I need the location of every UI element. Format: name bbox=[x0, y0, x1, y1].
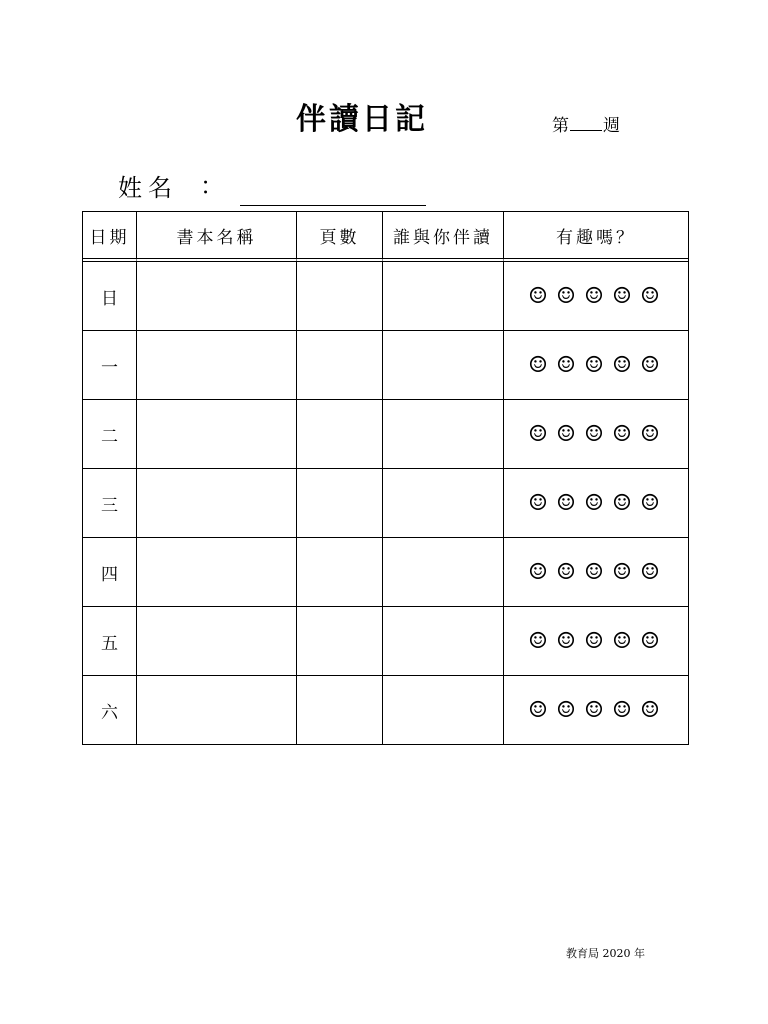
day-cell: 一 bbox=[83, 331, 137, 400]
pages-cell[interactable] bbox=[297, 262, 383, 331]
smiley-face-icon[interactable]: ☺ bbox=[556, 559, 580, 585]
smiley-face-icon[interactable]: ☺ bbox=[640, 559, 664, 585]
week-prefix: 第 bbox=[552, 116, 569, 136]
fun-rating-cell bbox=[504, 538, 688, 607]
smiley-face-icon[interactable]: ☺ bbox=[584, 559, 608, 585]
smiley-face-icon[interactable]: ☺ bbox=[612, 421, 636, 447]
day-cell: 二 bbox=[83, 400, 137, 469]
fun-rating-cell bbox=[504, 262, 688, 331]
table-row bbox=[83, 538, 688, 607]
smiley-face-icon[interactable]: ☺ bbox=[640, 490, 664, 516]
smiley-face-icon[interactable]: ☺ bbox=[612, 490, 636, 516]
table-row bbox=[83, 676, 688, 744]
reading-partner-cell[interactable] bbox=[383, 538, 504, 607]
fun-rating-cell bbox=[504, 400, 688, 469]
smiley-face-icon[interactable]: ☺ bbox=[612, 283, 636, 309]
fun-rating-cell bbox=[504, 676, 688, 744]
pages-cell[interactable] bbox=[297, 676, 383, 744]
reading-partner-cell[interactable] bbox=[383, 469, 504, 538]
smiley-face-icon[interactable]: ☺ bbox=[528, 628, 552, 654]
smiley-face-icon[interactable]: ☺ bbox=[528, 559, 552, 585]
day-cell: 六 bbox=[83, 676, 137, 744]
smiley-face-icon[interactable]: ☺ bbox=[556, 352, 580, 378]
table-row bbox=[83, 331, 688, 400]
header-date: 日期 bbox=[83, 212, 137, 262]
reading-partner-cell[interactable] bbox=[383, 400, 504, 469]
day-cell: 五 bbox=[83, 607, 137, 676]
table-row bbox=[83, 400, 688, 469]
header-pages: 頁數 bbox=[297, 212, 383, 262]
book-name-cell[interactable] bbox=[137, 262, 297, 331]
smiley-face-icon[interactable]: ☺ bbox=[528, 421, 552, 447]
reading-log-table bbox=[82, 211, 689, 745]
pages-cell[interactable] bbox=[297, 469, 383, 538]
smiley-face-icon[interactable]: ☺ bbox=[640, 352, 664, 378]
book-name-cell[interactable] bbox=[137, 676, 297, 744]
smiley-face-icon[interactable]: ☺ bbox=[612, 697, 636, 723]
reading-partner-cell[interactable] bbox=[383, 331, 504, 400]
week-suffix: 週 bbox=[603, 116, 620, 136]
smiley-face-icon[interactable]: ☺ bbox=[556, 628, 580, 654]
pages-cell[interactable] bbox=[297, 538, 383, 607]
smiley-face-icon[interactable]: ☺ bbox=[640, 628, 664, 654]
smiley-face-icon[interactable]: ☺ bbox=[528, 490, 552, 516]
reading-partner-cell[interactable] bbox=[383, 262, 504, 331]
smiley-face-icon[interactable]: ☺ bbox=[528, 697, 552, 723]
name-label: 姓名 bbox=[118, 174, 178, 202]
table-row bbox=[83, 469, 688, 538]
smiley-face-icon[interactable]: ☺ bbox=[556, 490, 580, 516]
smiley-face-icon[interactable]: ☺ bbox=[612, 559, 636, 585]
book-name-cell[interactable] bbox=[137, 469, 297, 538]
book-name-cell[interactable] bbox=[137, 331, 297, 400]
table-row bbox=[83, 607, 688, 676]
fun-rating-cell bbox=[504, 607, 688, 676]
week-number-blank[interactable] bbox=[570, 114, 602, 131]
name-field-blank[interactable] bbox=[240, 205, 426, 206]
day-cell: 三 bbox=[83, 469, 137, 538]
book-name-cell[interactable] bbox=[137, 607, 297, 676]
day-cell: 日 bbox=[83, 262, 137, 331]
table-header-row bbox=[83, 212, 688, 262]
name-colon: ： bbox=[200, 172, 224, 200]
pages-cell[interactable] bbox=[297, 331, 383, 400]
smiley-face-icon[interactable]: ☺ bbox=[584, 283, 608, 309]
table-row bbox=[83, 262, 688, 331]
smiley-face-icon[interactable]: ☺ bbox=[528, 352, 552, 378]
smiley-face-icon[interactable]: ☺ bbox=[556, 697, 580, 723]
pages-cell[interactable] bbox=[297, 607, 383, 676]
smiley-face-icon[interactable]: ☺ bbox=[584, 421, 608, 447]
fun-rating-cell bbox=[504, 469, 688, 538]
smiley-face-icon[interactable]: ☺ bbox=[612, 352, 636, 378]
day-cell: 四 bbox=[83, 538, 137, 607]
smiley-face-icon[interactable]: ☺ bbox=[640, 421, 664, 447]
page-title: 伴讀日記 bbox=[296, 102, 428, 137]
smiley-face-icon[interactable]: ☺ bbox=[640, 697, 664, 723]
footer-credit: 教育局 2020 年 bbox=[566, 947, 645, 960]
smiley-face-icon[interactable]: ☺ bbox=[612, 628, 636, 654]
week-field bbox=[552, 114, 620, 137]
reading-partner-cell[interactable] bbox=[383, 607, 504, 676]
fun-rating-cell bbox=[504, 331, 688, 400]
smiley-face-icon[interactable]: ☺ bbox=[584, 490, 608, 516]
smiley-face-icon[interactable]: ☺ bbox=[556, 283, 580, 309]
smiley-face-icon[interactable]: ☺ bbox=[584, 352, 608, 378]
smiley-face-icon[interactable]: ☺ bbox=[528, 283, 552, 309]
header-book-name: 書本名稱 bbox=[137, 212, 297, 262]
smiley-face-icon[interactable]: ☺ bbox=[584, 697, 608, 723]
book-name-cell[interactable] bbox=[137, 538, 297, 607]
smiley-face-icon[interactable]: ☺ bbox=[640, 283, 664, 309]
smiley-face-icon[interactable]: ☺ bbox=[556, 421, 580, 447]
header-is-it-fun: 有趣嗎？ bbox=[504, 212, 688, 262]
book-name-cell[interactable] bbox=[137, 400, 297, 469]
reading-partner-cell[interactable] bbox=[383, 676, 504, 744]
smiley-face-icon[interactable]: ☺ bbox=[584, 628, 608, 654]
pages-cell[interactable] bbox=[297, 400, 383, 469]
header-reading-partner: 誰與你伴讀 bbox=[383, 212, 504, 262]
